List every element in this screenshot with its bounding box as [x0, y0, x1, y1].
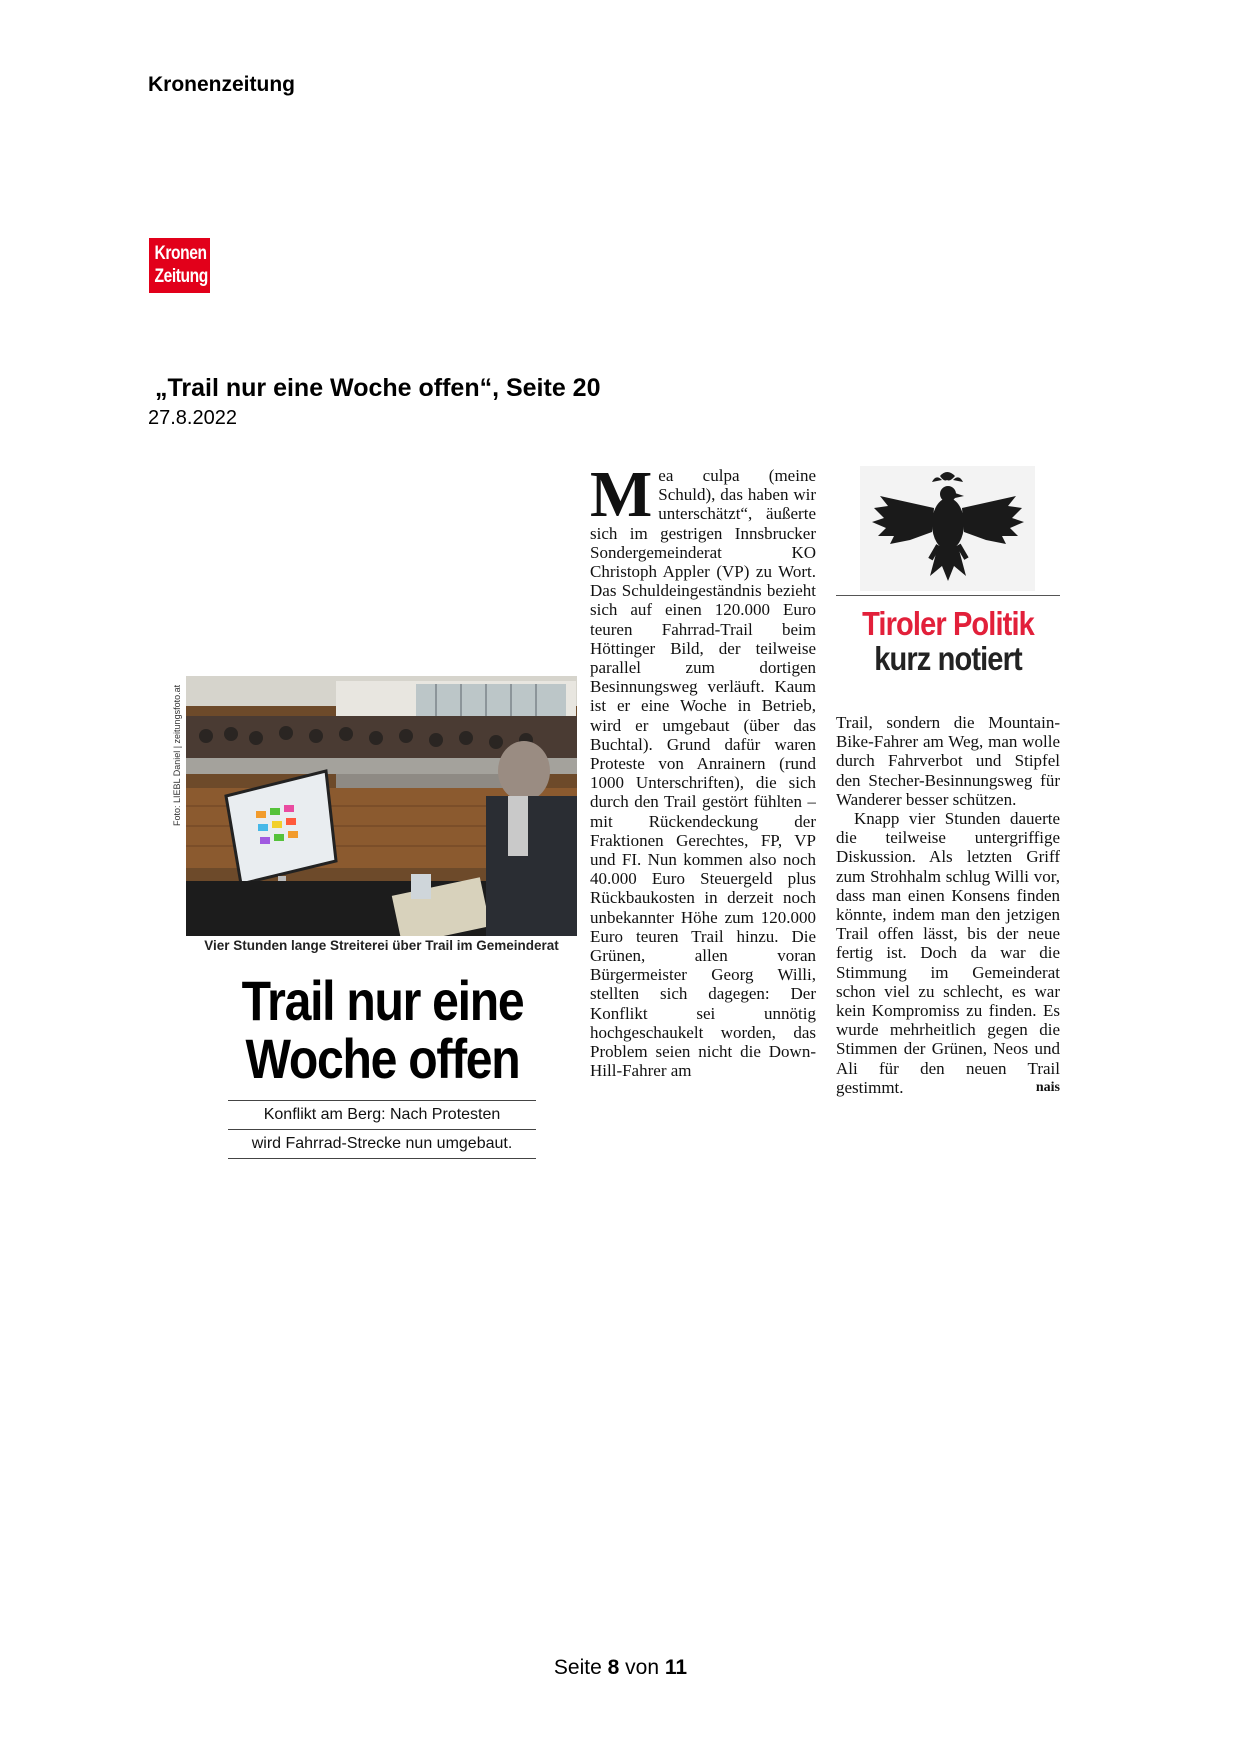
- council-meeting-photo: [186, 676, 577, 936]
- photo-credit: Foto: LIEBL Daniel | zeitungsfoto.at: [172, 684, 182, 826]
- article-body-column-2: Trail, sondern die Mountain-Bike-Fahrer am Weg, man wolle durch Fahrverbot und Stipfel den Stecher-Besinnungsweg für Wanderer besser schützen. Knapp vier Stunden dauerte die teilweise untergriffige Diskussion. Als letzten Griff zum Strohhalm schlug Willi vor, dass man einen Konsens finden könnte, indem man den jetzigen Trail offen lässt, bis der neue fertig ist. Doch da war die Stimmung im Gemeinderat schon viel zu schlecht, es war kein Kompromiss zu finden. Es wurde mehrheitlich gegen die Stimmen der Grünen, Neos und Ali für den neuen Trail gestimmt. nais: [836, 713, 1060, 1097]
- sidebar-title: Tiroler Politik kurz notiert: [862, 605, 1034, 677]
- photo-caption: Vier Stunden lange Streiterei über Trail im Gemeinderat: [204, 938, 559, 953]
- tyrol-eagle-emblem: [860, 466, 1035, 591]
- page-number-footer: Seite 8 von 11: [553, 1656, 688, 1679]
- article-date: 27.8.2022: [148, 407, 237, 429]
- kronen-zeitung-logo: Kronen Zeitung: [149, 238, 210, 293]
- drop-cap: M: [590, 466, 653, 531]
- subheadline: Konflikt am Berg: Nach Protesten wird Fahrrad-Strecke nun umgebaut.: [228, 1100, 536, 1159]
- author-initials: nais: [1035, 1079, 1060, 1095]
- source-name: Kronenzeitung: [148, 73, 295, 96]
- article-title: „Trail nur eine Woche offen“, Seite 20: [155, 374, 601, 402]
- headline: Trail nur eine Woche offen: [241, 969, 524, 1090]
- sidebar-divider: [836, 595, 1060, 596]
- article-body-column-1: M ea culpa (meine Schuld), das haben wir unterschätzt“, äußerte sich im gestrigen Innsbrucker Sondergemeinderat KO Christoph Appler (VP) zu Wort. Das Schuldeingeständnis bezieht sich auf einen 120.000 Euro teuren Fahrrad-Trail beim Höttinger Bild, der teilweise parallel zum dortigen Besinnungsweg verläuft. Kaum ist er eine Woche in Betrieb, wird er umgebaut (über das Buchtal). Grund dafür waren Proteste von Anrainern (rund 1000 Unterschriften), die sich durch den Trail gestört fühlten – mit Rückendeckung der Fraktionen Gerechtes, FP, VP und FI. Nun kommen also noch 40.000 Euro Steuergeld plus Rückbaukosten in derzeit noch unbekannter Höhe zum 120.000 Euro teuren Trail hinzu. Die Grünen, allen voran Bürgermeister Georg Willi, stellten sich dagegen: Der Konflikt sei unnötig hochgeschaukelt worden, das Problem seien nicht die Down-Hill-Fahrer am: [590, 466, 816, 1081]
